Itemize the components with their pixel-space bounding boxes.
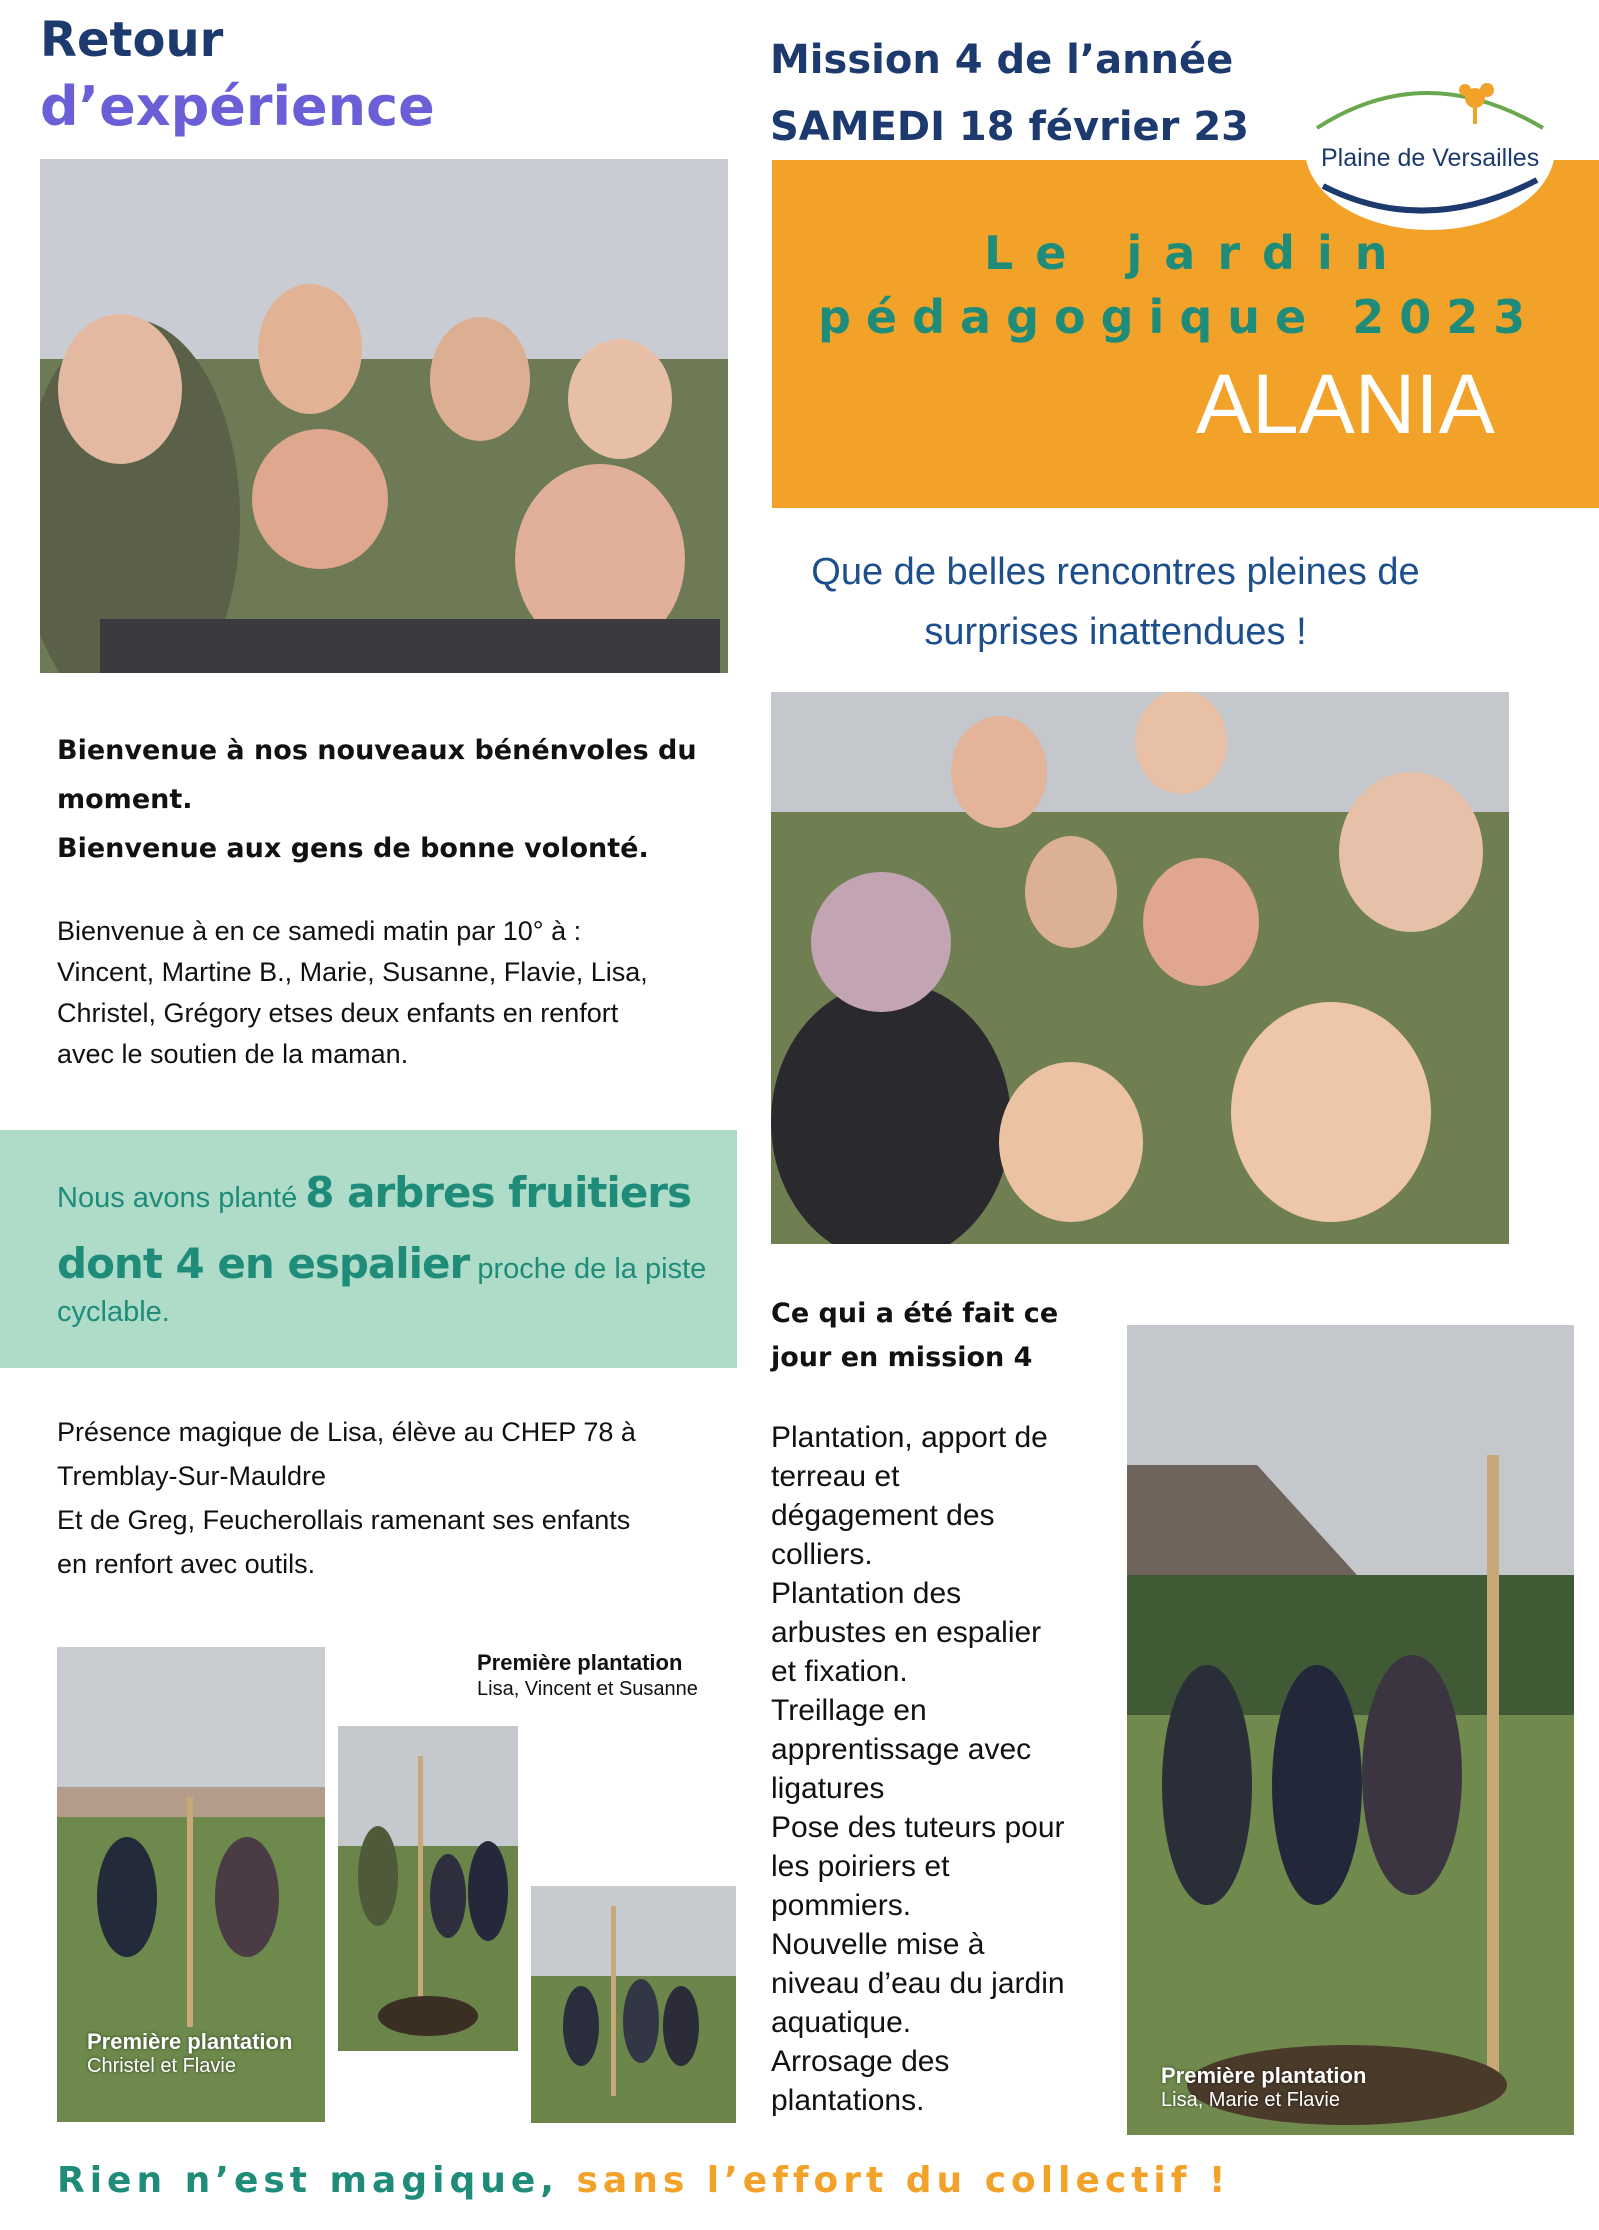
tagline-line1: Que de belles rencontres pleines de: [811, 551, 1420, 593]
title-retour: Retour: [40, 12, 224, 68]
presence-line2: Tremblay-Sur-Mauldre: [57, 1461, 327, 1491]
mission-header: [770, 30, 1249, 164]
group-selfie-photo-2: [771, 692, 1509, 1244]
highlight-text-b: 8 arbres fruitiers: [305, 1168, 692, 1217]
highlight-text-c: dont 4 en espalier: [57, 1239, 470, 1288]
footer-part-a: Rien n’est magique,: [57, 2160, 577, 2201]
planting-image-3: [531, 1886, 736, 2123]
mission-done-line: Treillage en: [771, 1694, 927, 1727]
caption-lisa-vincent-susanne: [477, 1650, 698, 1702]
highlight-text-a: Nous avons planté: [57, 1182, 306, 1214]
caption1-names: Lisa, Vincent et Susanne: [477, 1678, 698, 1700]
footer-part-b: sans l’effort du collectif !: [576, 2160, 1231, 2201]
welcome-bold-line1: Bienvenue à nos nouveaux bénénvoles du: [57, 735, 697, 766]
caption1-title: Première plantation: [477, 1650, 683, 1675]
logo-plaine-de-versailles: [1305, 68, 1555, 230]
presence-line3: Et de Greg, Feucherollais ramenant ses enfants: [57, 1505, 631, 1535]
caption2-title: Première plantation: [87, 2029, 293, 2054]
mission-done-line: Pose des tuteurs pour: [771, 1811, 1065, 1844]
mission-done-line: Plantation, apport de: [771, 1421, 1048, 1454]
mission-done-line: aquatique.: [771, 2006, 912, 2039]
banner-line1: Le jardin: [984, 226, 1410, 280]
mission-done-line: et fixation.: [771, 1655, 908, 1688]
banner-alania: ALANIA: [1196, 357, 1495, 451]
highlight-box: [0, 1130, 737, 1368]
footer-slogan: [57, 2160, 1230, 2201]
mission-done-section: [771, 1292, 1101, 2120]
group-selfie-image-2: [771, 692, 1509, 1244]
mission-done-line: Plantation des: [771, 1577, 962, 1610]
group-selfie-image: [40, 159, 728, 673]
caption3-title: Première plantation: [1161, 2063, 1367, 2088]
planting-photo-lisa-marie-flavie: [1127, 1325, 1574, 2135]
mission-done-title2: jour en mission 4: [771, 1342, 1033, 1373]
welcome-line2: Vincent, Martine B., Marie, Susanne, Flavie, Lisa,: [57, 957, 648, 987]
highlight-text-e: cyclable.: [57, 1296, 170, 1328]
planting-photo-christel-flavie: [57, 1647, 325, 2122]
presence-line1: Présence magique de Lisa, élève au CHEP 78 à: [57, 1417, 636, 1447]
planting-photo-group-small: [531, 1886, 736, 2123]
presence-line4: en renfort avec outils.: [57, 1549, 316, 1579]
planting-image-2: [338, 1726, 518, 2051]
mission-done-line: colliers.: [771, 1538, 873, 1571]
planting-photo-lisa-vincent-susanne: [338, 1726, 518, 2051]
mission-done-line: pommiers.: [771, 1889, 912, 1922]
welcome-line3: Christel, Grégory etses deux enfants en renfort: [57, 998, 619, 1028]
tagline: [772, 542, 1599, 662]
welcome-bold-line3: Bienvenue aux gens de bonne volonté.: [57, 833, 649, 864]
mission-done-list: [771, 1418, 1101, 2120]
mission-done-line: ligatures: [771, 1772, 885, 1805]
logo-text: Plaine de Versailles: [1321, 144, 1540, 172]
caption3-names: Lisa, Marie et Flavie: [1161, 2089, 1340, 2111]
mission-done-line: apprentissage avec: [771, 1733, 1032, 1766]
caption2-names: Christel et Flavie: [87, 2055, 236, 2077]
welcome-bold-line2: moment.: [57, 784, 193, 815]
mission-done-line: niveau d’eau du jardin: [771, 1967, 1065, 2000]
mission-done-title1: Ce qui a été fait ce: [771, 1298, 1059, 1329]
mission-label: Mission 4 de l’année: [770, 37, 1234, 83]
mission-done-line: plantations.: [771, 2084, 925, 2117]
title-experience: d’expérience: [40, 75, 435, 138]
banner-line2: pédagogique 2023: [818, 290, 1541, 344]
welcome-line4: avec le soutien de la maman.: [57, 1039, 409, 1069]
mission-date: SAMEDI 18 février 23: [770, 104, 1249, 150]
presence-section: [57, 1410, 737, 1586]
group-selfie-photo-1: [40, 159, 728, 673]
mission-done-line: Arrosage des: [771, 2045, 950, 2078]
mission-done-line: dégagement des: [771, 1499, 995, 1532]
mission-done-line: terreau et: [771, 1460, 900, 1493]
highlight-text-d: proche de la piste: [469, 1253, 707, 1285]
title-block: [40, 8, 435, 142]
mission-done-line: arbustes en espalier: [771, 1616, 1042, 1649]
tagline-line2: surprises inattendues !: [924, 611, 1307, 653]
welcome-section: [57, 726, 737, 1075]
welcome-line1: Bienvenue à en ce samedi matin par 10° à :: [57, 916, 582, 946]
mission-done-line: Nouvelle mise à: [771, 1928, 985, 1961]
planting-image-4: [1127, 1325, 1574, 2135]
mission-done-line: les poiriers et: [771, 1850, 950, 1883]
